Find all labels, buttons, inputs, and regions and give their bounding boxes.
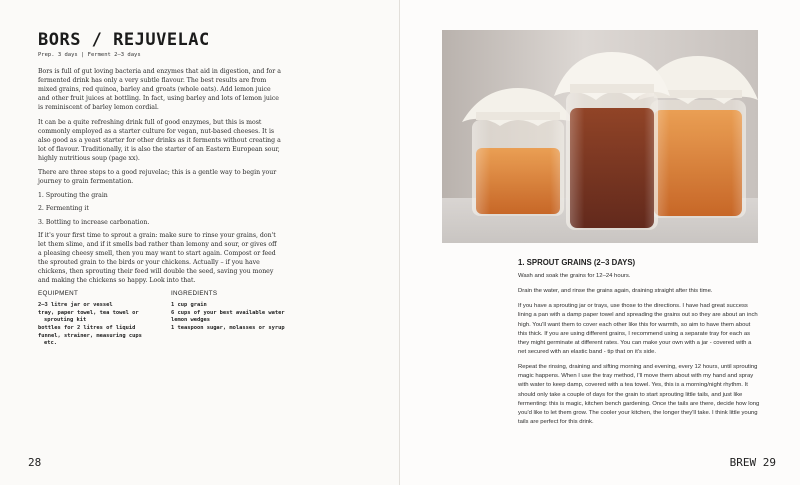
ingredient-item: 1 cup grain: [171, 302, 207, 308]
intro-paragraph: There are three steps to a good rejuvelac; this is a gentle way to begin your journey to grain fermentation.: [38, 169, 277, 186]
method-paragraph: Wash and soak the grains for 12–24 hours.: [518, 273, 631, 279]
method-paragraph: Repeat the rinsing, draining and sifting morning and evening, every 12 hours, until sprouting magic happens. When I use the tray method, I'll move them about with my hand and spray with water to keep damp, covered with a tea towel. Yes, this is a morning/night rhythm. It should only take a couple of days for the grain to start sprouting little tails, and just like fermenting: this is magic, kitchen bench gardening. Once the tails are there, decide how long you'd like to let them grow. The cooler your kitchen, the longer they'll take. I think little young tails are perfect for this drink.: [518, 364, 760, 425]
method-paragraph: If you have a sprouting jar or trays, use those to the directions. I have had great success lining a pan with a damp paper towel and spreading the grains out so they are about an inch high. You'll want them to cover each other like this for warmth, so aim to have them about this thick. If you are using different grains, I recommend using a separate tray for each as they might germinate at different rates. You can make your own with a jar - covered with a net secured with an elastic band - tip that on it's side.: [518, 303, 758, 355]
ingredient-item: 1 teaspoon sugar, molasses or syrup: [171, 325, 285, 332]
equipment-item: 2–3 litre jar or vessel: [38, 302, 113, 308]
step-item: 1. Sprouting the grain: [38, 192, 108, 200]
recipe-title: BORS / REJUVELAC: [38, 30, 210, 50]
steps-list: [38, 191, 282, 226]
step-item: 2. Fermenting it: [38, 205, 89, 213]
section-title: 1. SPROUT GRAINS (2–3 DAYS): [518, 258, 636, 267]
method-text: [518, 272, 760, 433]
intro-paragraph: It can be a quite refreshing drink full of good enzymes, but this is most commonly employed as a starter culture for vegan, nut-based cheeses. It is also good as a yeast starter for other drinks as it ferments without creating a lot of flavour. Traditionally, it is also the starter of an Eastern European sour, highly nutritious soup (page xx).: [38, 118, 281, 162]
lists: [38, 290, 288, 348]
equipment-item: funnel, strainer, measuring cups etc.: [38, 332, 142, 347]
ingredients-list: [171, 290, 288, 348]
method-paragraph: Drain the water, and rinse the grains again, draining straight after this time.: [518, 288, 713, 295]
left-jar: [462, 88, 574, 216]
equipment-heading: EQUIPMENT: [38, 290, 79, 297]
recipe-meta: Prep. 3 days | Ferment 2–3 days: [38, 52, 141, 58]
ingredients-heading: INGREDIENTS: [171, 290, 218, 297]
ingredient-item: 6 cups of your best available water: [171, 309, 285, 316]
equipment-item: tray, paper towel, tea towel or sprouting kit: [38, 309, 139, 324]
equipment-list: [38, 290, 155, 348]
middle-jar: [554, 52, 670, 230]
page-number-left: 28: [28, 456, 42, 469]
recipe-intro: [38, 67, 282, 290]
equipment-item: bottles for 2 litres of liquid: [38, 325, 136, 332]
closing-paragraph: If it's your first time to sprout a grain: make sure to rinse your grains, don't let them slime, and if it smells bad rather than lemony and sour, or gives off a pleasing cheesy smell, then you may want to start again. Compost or feed the sprouted grain to the birds or your chickens. Actually – if you have chickens, then sprouting their feed will double the seed, saving you money and making the chickens so happy. Look into that.: [38, 231, 277, 285]
jars-photo: [442, 30, 758, 243]
ingredient-item: lemon wedges: [171, 317, 210, 324]
step-item: 3. Bottling to increase carbonation.: [38, 218, 150, 226]
intro-paragraph: Bors is full of gut loving bacteria and enzymes that aid in digestion, and for a fermented drink has only a very subtle flavour. The best results are from mixed grains, red quinoa, barley and groats (whole oats). Add lemon juice and other fruit juices at bottling. In fact, using barley and lots of lemon juice is reminiscent of barley lemon cordial.: [38, 68, 281, 112]
right-page: [400, 0, 800, 485]
page-number-right: BREW 29: [729, 456, 776, 469]
